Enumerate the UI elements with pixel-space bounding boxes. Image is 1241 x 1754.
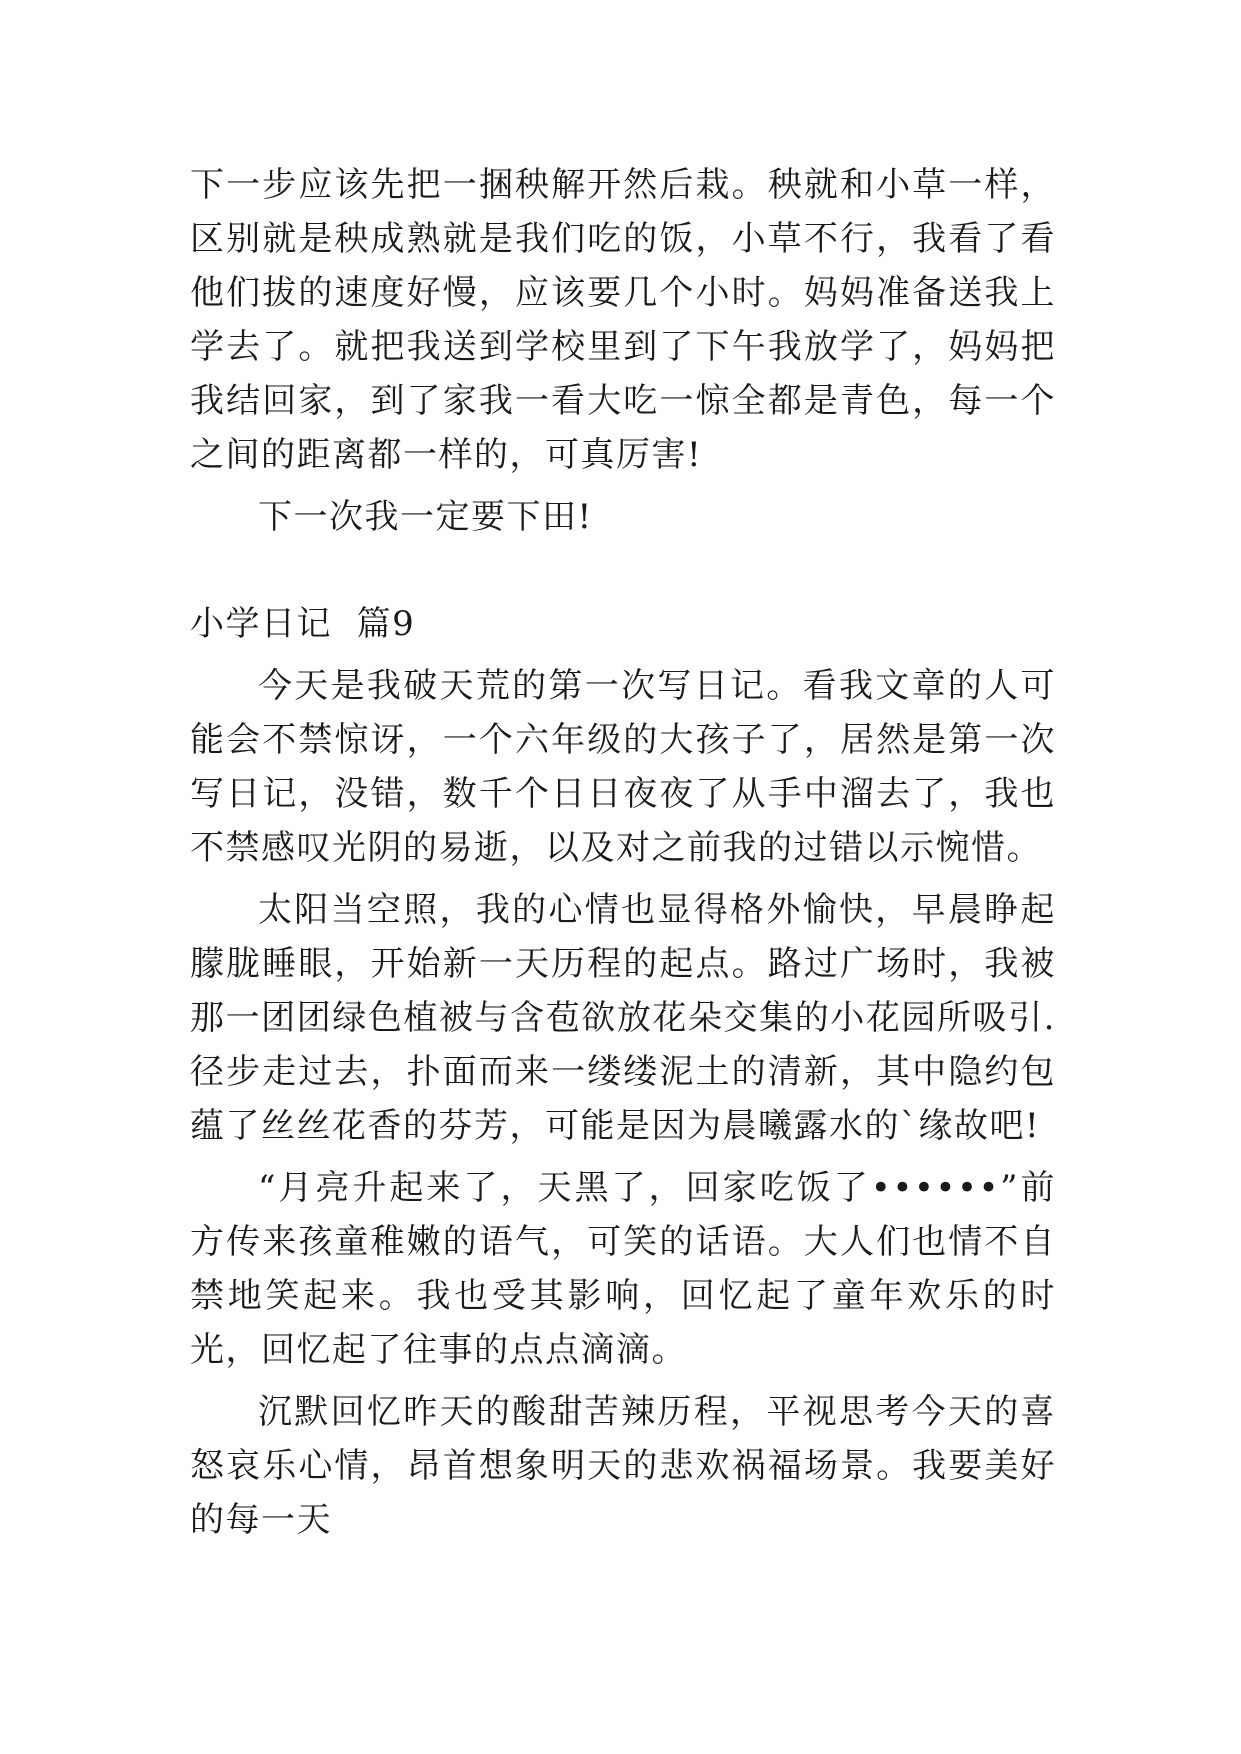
section-spacer: [190, 552, 1056, 597]
paragraph-reflection: 沉默回忆昨天的酸甜苦辣历程，平视思考今天的喜怒哀乐心情，昂首想象明天的悲欢祸福场景。我要美好的每一天: [190, 1392, 1056, 1540]
paragraph-first-diary: 今天是我破天荒的第一次写日记。看我文章的人可能会不禁惊讶，一个六年级的大孩子了，居然是第一次写日记，没错，数千个日日夜夜了从手中溜去了，我也不禁感叹光阴的易逝，以及对之前我的过错以示惋惜。: [190, 666, 1056, 868]
paragraph-children-voice: “月亮升起来了，天黑了，回家吃饭了••••••”前方传来孩童稚嫩的语气，可笑的话语。大人们也情不自禁地笑起来。我也受其影响，回忆起了童年欢乐的时光，回忆起了往事的点点滴滴。: [190, 1168, 1056, 1370]
paragraph-next-time: 下一次我一定要下田!: [258, 497, 593, 537]
document-body: [190, 158, 1056, 1555]
paragraph-morning-garden: 太阳当空照，我的心情也显得格外愉快，早晨睁起朦胧睡眼，开始新一天历程的起点。路过广场时，我被那一团团绿色植被与含苞欲放花朵交集的小花园所吸引.径步走过去，扑面而来一缕缕泥土的清新，其中隐约包蕴了丝丝花香的芬芳，可能是因为晨曦露水的`缘故吧!: [190, 890, 1056, 1146]
paragraph-rice-planting: 下一步应该先把一捆秧解开然后栽。秧就和小草一样，区别就是秧成熟就是我们吃的饭，小草不行，我看了看他们拔的速度好慢，应该要几个小时。妈妈准备送我上学去了。就把我送到学校里到了下午我放学了，妈妈把我结回家，到了家我一看大吃一惊全都是青色，每一个之间的距离都一样的，可真厉害!: [190, 165, 1056, 475]
section-title: 小学日记 篇9: [190, 604, 416, 644]
